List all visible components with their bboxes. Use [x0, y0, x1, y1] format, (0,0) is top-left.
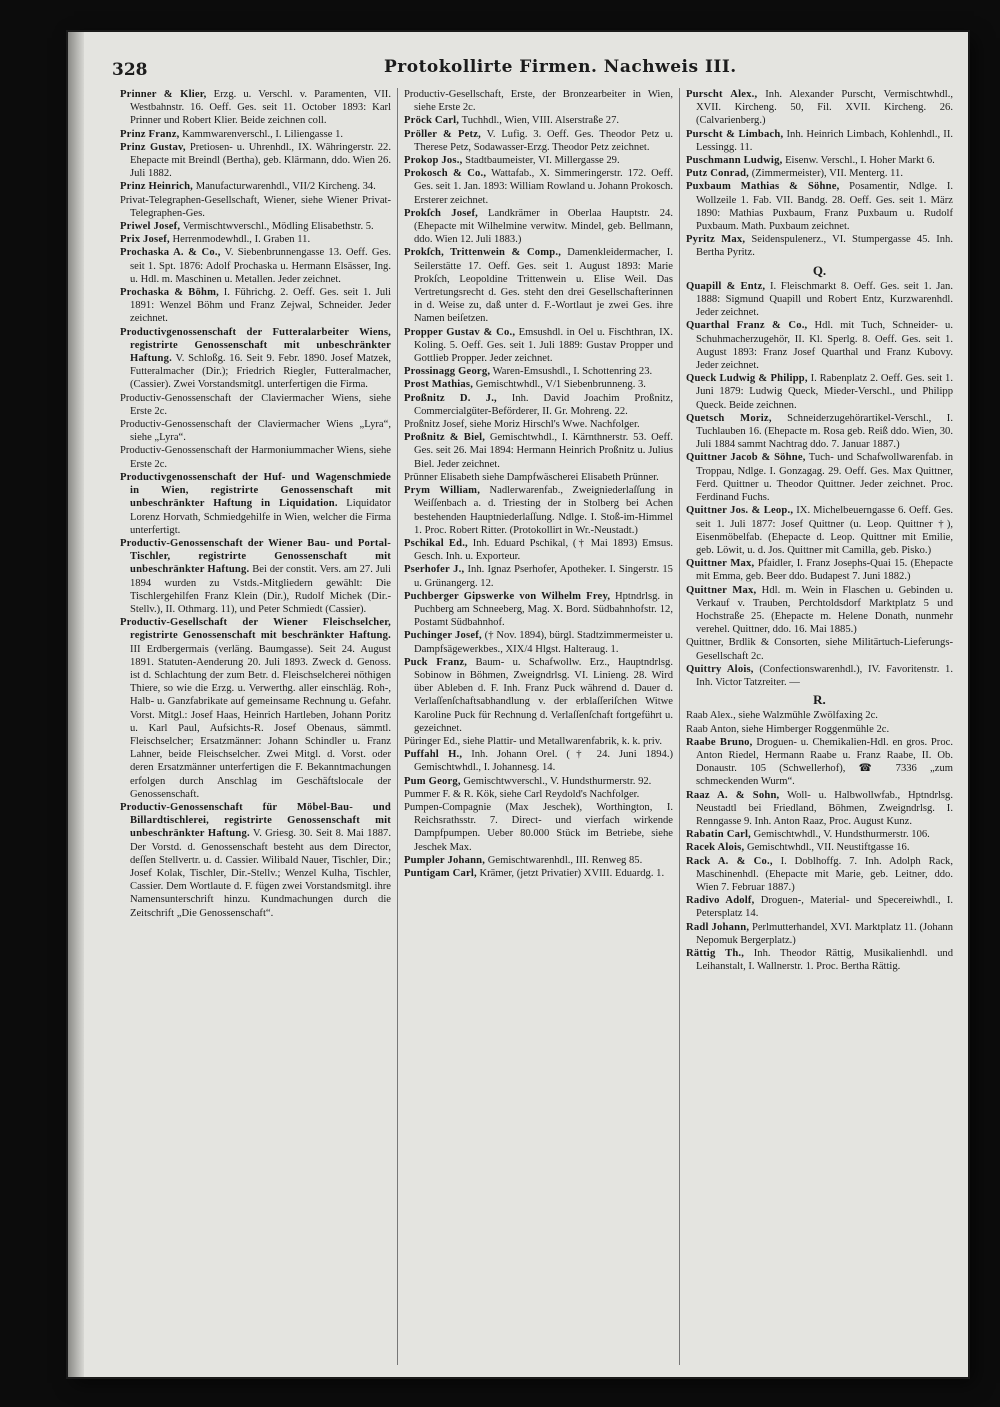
directory-entry [686, 584, 953, 637]
firm-details: Baum- u. Schafwollw. Erz., Hauptndrlsg. Sobinow in Böhmen, Zweigndrlsg. VI. Linieng. 28. Wird über Ableben d. F. Inh. Franz Puck während d. Dauer d. Verlaſſenſchaftsabhandlung v. der erblaſſeriſchen Witwe Karoline Puck für Rechnung d. Verlaſſenſchaft fortgeführt u. gezeichnet. [414, 656, 673, 734]
firm-name: Productiv-Gesellschaft der Wiener Fleischselcher, registrirte Genossenschaft mit beschränkter Haftung. [120, 617, 391, 642]
firm-details: Gemischtwhdl., V/1 Siebenbrunneng. 3. [475, 379, 646, 391]
firm-details: Privat-Telegraphen-Gesellschaft, Wiener, siehe Wiener Privat-Telegraphen-Ges. [120, 194, 391, 219]
directory-entry [120, 88, 391, 128]
letter-heading: Q. [812, 262, 827, 278]
directory-entry [686, 723, 953, 736]
directory-entry [404, 775, 673, 788]
firm-name: Productiv-Genossenschaft der Wiener Bau- und Portal-Tischler, registrirte Genossenschaft mit unbeschränkter Haftung. [120, 537, 391, 576]
firm-details: I. Doblhoffg. 7. Inh. Adolph Rack, Maschinenhdl. (Ehepacte mit Marie, geb. Leitner, ddo. Wien 7. Februar 1887.) [696, 855, 953, 893]
firm-details: Hdl. mit Tuch, Schneider- u. Schuhmacherzugehör, II. Kl. Sperlg. 8. Oeff. Ges. seit 1. August 1893: Franz Josef Quarthal und Franz Kubovy. Jeder zeichnet. [696, 320, 953, 372]
firm-name: Puchberger Gipswerke von Wilhelm Frey, [404, 590, 611, 602]
firm-details: Gemischtwarenhdl., III. Renweg 85. [487, 854, 643, 866]
firm-name: Purscht Alex., [686, 89, 758, 100]
directory-entry [404, 563, 673, 589]
firm-name: Puchinger Josef, [404, 630, 482, 642]
directory-entry [686, 855, 953, 895]
firm-name: Raaz A. & Sohn, [686, 789, 780, 801]
firm-name: Prinz Franz, [120, 128, 180, 140]
firm-name: Puffahl H., [404, 749, 463, 761]
firm-name: Quittry Alois, [686, 663, 754, 675]
firm-details: Pummer F. & R. Kök, siehe Carl Reydold's Nachfolger. [404, 788, 640, 800]
directory-entry [120, 801, 391, 920]
firm-details: Eisenw. Verschl., I. Hoher Markt 6. [785, 155, 935, 167]
directory-entry [404, 537, 673, 563]
directory-entry [686, 233, 953, 259]
firm-details: Gemischtwhdl., V. Hundsthurmerstr. 106. [753, 829, 930, 841]
firm-details: Droguen- u. Chemikalien-Hdl. en gros. Proc. Anton Riedel, Hermann Raabe u. Franz Raabe, II. Ob. Donaustr. 105 (Schwellerhof), ☎ 7336 „zum schmeckenden Wurm“. [696, 736, 953, 788]
firm-details: Gemischtwhdl., VII. Neustiftgasse 16. [746, 842, 910, 854]
directory-entry [120, 141, 391, 181]
firm-name: Priwel Josef, [120, 221, 181, 233]
firm-details: Seidenspulenerz., VI. Stumpergasse 45. Inh. Bertha Pyritz. [696, 234, 953, 259]
firm-details: Herrenmodewhdl., I. Graben 11. [172, 234, 311, 246]
firm-details: Gemischtwverschl., V. Hundsthurmerstr. 92. [463, 775, 652, 787]
column-left [114, 88, 397, 1365]
firm-name: Puschmann Ludwig, [686, 155, 783, 167]
directory-page [68, 32, 968, 1377]
directory-entry [404, 207, 673, 247]
firm-details: Landkrämer in Oberlaa Hauptstr. 24. (Ehepacte mit Wilhelmine verwitw. Mindel, geb. Bellmann, ddo. Wien 12. Juli 1883.) [414, 207, 673, 246]
directory-entry [686, 947, 953, 973]
firm-name: Raabe Bruno, [686, 736, 753, 748]
firm-details: Liquidator Lorenz Horvath, Schmiedgehilfe in Wien, welcher die Firma unterfertigt. [130, 498, 391, 536]
directory-entry [686, 921, 953, 947]
firm-details: Pfaidler, I. Franz Josephs-Quai 15. (Ehepacte mit Emma, geb. Beer ddo. Budapest 7. Juni 1882.) [696, 558, 953, 583]
directory-entry [404, 590, 673, 630]
firm-details: Nadlerwarenfab., Zweigniederlaſſung in Weiſſenbach a. d. Triesting der in Stolberg bei Achen bestehenden Hauptniederlaſſung. Ndlge. I. Stoß-im-Himmel 1. Proc. Robert Ritter. (Protokollirt in Wr.-Neustadt.) [414, 485, 673, 536]
firm-name: Proßnitz & Biel, [404, 432, 486, 444]
firm-name: Putz Conrad, [686, 168, 750, 180]
firm-details: Püringer Ed., siehe Plattir- und Metallwarenfabrik, k. k. priv. [404, 735, 662, 747]
firm-name: Prochaska A. & Co., [120, 247, 221, 259]
directory-entry [686, 504, 953, 557]
firm-details: Hptndrlsg. in Puchberg am Schneeberg, Mag. X. Bord. Südbahnhofstr. 12, Postamt Südbahnhof. [414, 590, 674, 629]
firm-details: († Nov. 1894), bürgl. Stadtzimmermeister u. Dampfsägewerkbes., XIX/4 Hlgst. Halteraug. 1. [414, 630, 673, 655]
directory-entry [404, 114, 673, 127]
directory-entry [120, 194, 391, 220]
firm-details: Raab Alex., siehe Walzmühle Zwölfaxing 2c. [686, 710, 878, 722]
firm-details: Inh. Ignaz Pserhofer, Apotheker. I. Singerstr. 15 u. Grünangerg. 12. [414, 564, 673, 589]
directory-entry [404, 88, 673, 114]
firm-details: V. Griesg. 30. Seit 8. Mai 1887. Der Vorstd. d. Genossenschaft besteht aus dem Director, deſſen Stellvertr. u. d. Cassier. Wilibald Nauer, Tischler, Dir.; Josef Kolak, Tischler, Dir.-Stellv.; Wenzel Kulha, Tischler, Cassier. Dem Wortlaute d. F. fügen zwei Vorstandsmitgl. ihre Namensunterschrift hinzu. Kundmachungen durch die Zeitschrift „Die Genossenschaft“. [130, 828, 391, 919]
firm-details: V. Schloßg. 16. Seit 9. Febr. 1890. Josef Matzek, Futteralmacher (Dir.); Friedrich Riegler, Futteralmacher, (Cassier). Zwei Vorstandsmitgl. unterfertigen die Firma. [130, 353, 391, 391]
directory-entry [686, 828, 953, 841]
firm-name: Prossinagg Georg, [404, 366, 491, 378]
directory-entry [404, 735, 673, 748]
firm-details: Prünner Elisabeth siehe Dampfwäscherei Elisabeth Prünner. [404, 471, 659, 483]
firm-name: Productiv-Genossenschaft für Möbel-Bau- und Billardtischlerei, registrirte Genossenschaft mit unbeschränkter Haftung. [120, 801, 391, 840]
firm-name: Pumpler Johann, [404, 854, 486, 866]
directory-entry [404, 365, 673, 378]
directory-entry [686, 636, 953, 662]
firm-details: Inh. Heinrich Limbach, Kohlenhdl., II. Lessingg. 11. [696, 128, 954, 153]
directory-entry [404, 378, 673, 391]
firm-details: Erzg. u. Verschl. v. Paramenten, VII. Westbahnstr. 16. Oeff. Ges. seit 11. October 1893: Karl Prinner und Robert Klier. Beide zeichnen coll. [130, 89, 391, 127]
firm-details: Manufacturwarenhdl., VII/2 Kircheng. 34. [195, 181, 376, 193]
firm-details: Emsushdl. in Oel u. Fischthran, IX. Koling. 5. Oeff. Ges. seit 1. Juli 1889: Gustav Propper und Gottlieb Propper. Jeder zeichnet. [414, 326, 673, 365]
firm-details: Tuchhdl., Wien, VIII. Alserstraße 27. [461, 115, 620, 127]
page-gutter-shadow [68, 32, 84, 1377]
firm-name: Purscht & Limbach, [686, 128, 784, 140]
firm-name: Radl Johann, [686, 921, 750, 933]
firm-name: Puntigam Carl, [404, 867, 477, 879]
firm-details: Perlmutterhandel, XVI. Marktplatz 11. (Johann Nepomuk Bergerplatz.) [696, 921, 953, 946]
directory-entry [404, 471, 673, 484]
directory-entry [120, 180, 391, 193]
firm-details: Stadtbaumeister, VI. Millergasse 29. [465, 155, 620, 167]
firm-name: Prinner & Klier, [120, 89, 207, 100]
directory-entry [120, 246, 391, 286]
directory-entry [686, 451, 953, 504]
directory-entry [686, 736, 953, 789]
column-right [679, 88, 959, 1365]
directory-entry [404, 629, 673, 655]
firm-details: V. Lufig. 3. Oeff. Ges. Theodor Petz u. Therese Petz, Sodawasser-Erzg. Theodor Petz zeichnet. [414, 128, 673, 153]
firm-details: Inh. Theodor Rättig, Musikalienhdl. und Leihanstalt, I. Wallnerstr. 1. Proc. Bertha Rättig. [696, 948, 953, 973]
firm-details: Inh. Eduard Pschikal, († Mai 1893) Emsus. Gesch. Inh. u. Exporteur. [414, 537, 673, 563]
directory-entry [120, 392, 391, 418]
firm-name: Racek Alois, [686, 842, 745, 854]
directory-entry [686, 894, 953, 920]
firm-name: Queck Ludwig & Philipp, [686, 373, 808, 385]
firm-details: I. Fleischmarkt 8. Oeff. Ges. seit 1. Jan. 1888: Sigmund Quapill und Robert Entz, Kurzwarenhdl. Jeder zeichnet. [696, 280, 953, 319]
directory-entry [404, 854, 673, 867]
text-columns [114, 88, 958, 1365]
firm-details: Hdl. m. Wein in Flaschen u. Gebinden u. Verkauf v. Trauben, Perchtoldsdorf Marktplatz 5 und Hochstraße 25. (Ehepacte m. Helene Donath, nunmehr verehel. Quittner, ddo. 16. Mai 1885.) [696, 584, 953, 636]
firm-details: Raab Anton, siehe Himberger Roggenmühle 2c. [686, 723, 890, 735]
directory-entry [404, 128, 673, 154]
firm-details: Tuch- und Schafwollwarenfab. in Troppau, Ndlge. I. Gonzagag. 29. Oeff. Ges. Max Quittner, Ferd. Quittner u. Theodor Quittner. Jeder zeichnet. Proc. Ferdinand Fuchs. [696, 452, 953, 504]
firm-details: Inh. David Joachim Proßnitz, Commercialgüter-Beförderer, II. Gr. Mohreng. 22. [414, 392, 673, 417]
firm-name: Prym William, [404, 485, 481, 497]
firm-details: Bei der constit. Vers. am 27. Juli 1894 wurden zu Vstds.-Mitgliedern gewählt: Die Tischlergehilfen Franz Klein (Dir.), Rudolf Michek (Dir.-Stellv.), II. Othmarg. 11), und Peter Schmiedt (Cassier). [130, 564, 391, 615]
firm-name: Quittner Max, [686, 558, 755, 570]
firm-name: Quarthal Franz & Co., [686, 320, 808, 332]
firm-details: Gemischtwhdl., I. Kärnthnerstr. 53. Oeff. Ges. seit 26. Mai 1894: Hermann Heinrich Proßnitz u. Julius Biel. Jeder zeichnet. [414, 432, 673, 470]
firm-name: Prochaska & Böhm, [120, 287, 219, 299]
firm-details: Krämer, (jetzt Privatier) XVIII. Eduardg. 1. [479, 867, 665, 879]
directory-entry [686, 128, 953, 154]
firm-name: Pum Georg, [404, 775, 461, 787]
firm-details: III Erdbergermais (verläng. Baumgasse). Seit 24. August 1891. Statuten-Aenderung 20. Juli 1893. Zweck d. Genoss. ist d. Schlachtung der zum Betr. d. Fleischselcherei nöthigen Thiere, so wie die Erzg. u. Verwerthg. aller einschläg. Roh-, Halb- u. Ganzfabrikate auf gemeinsame Rechnung u. Gefahr. Vorst. Mitgl.: Josef Haas, Heinrich Hartleben, Johann Poritz u. Karl Paul, Aufsichts-R. Josef Obenaus, sämmtl. Fleischselcher; Ersatzmänner: Johann Schindler u. Franz Lahner, beide Fleischselcher. Zwei Mitgl. d. Vorst. oder deren Ersatzmänner unterfertigen die F. Bekanntmachungen erfolgen durch Anschlag im Geschäftslocale der Genossenschaft. [130, 643, 391, 800]
firm-details: Kammwarenverschl., I. Liliengasse 1. [182, 128, 344, 140]
firm-name: Quetsch Moriz, [686, 412, 772, 424]
directory-entry [686, 167, 953, 180]
firm-name: Pröck Carl, [404, 115, 460, 127]
firm-name: Productivgenossenschaft der Futteralarbeiter Wiens, registrirte Genossenschaft mit unbeschränkter Haftung. [120, 326, 391, 365]
firm-name: Quittner Jacob & Söhne, [686, 452, 806, 464]
firm-details: Posamentir, Ndlge. I. Wollzeile 1. Fab. VII. Bandg. 28. Oeff. Ges. seit 1. März 1890: Mathias Puxbaum, Franz Puxbaum u. Rudolf Puxbaum. Math. Puxbaum zeichnet. [696, 181, 953, 233]
directory-entry [686, 709, 953, 722]
page-number: 328 [112, 60, 148, 80]
firm-name: Rack A. & Co., [686, 855, 773, 867]
firm-name: Prinz Heinrich, [120, 181, 194, 193]
directory-entry [120, 128, 391, 141]
directory-entry [686, 154, 953, 167]
directory-entry [404, 418, 673, 431]
firm-name: Prokosch & Co., [404, 168, 487, 180]
firm-name: Productivgenossenschaft der Huf- und Wagenschmiede in Wien, registrirte Genossenschaft mit unbeschränkter Haftung in Liquidation. [120, 471, 391, 510]
firm-name: Puxbaum Mathias & Söhne, [686, 181, 840, 193]
firm-details: V. Siebenbrunnengasse 13. Oeff. Ges. seit 1. Spt. 1876: Adolf Prochaska u. Hermann Elsässer, Ing. u. Hdl. m. Maschinen u. Metallen. Jeder zeichnet. [130, 247, 391, 285]
directory-entry [686, 180, 953, 233]
firm-details: Inh. Alexander Purscht, Vermischtwhdl., XVII. Kircheng. 50, Fil. XVII. Kircheng. 26. (Calvarienberg.) [696, 89, 953, 127]
firm-name: Quittner Max, [686, 584, 757, 596]
directory-entry [120, 326, 391, 392]
firm-name: Propper Gustav & Co., [404, 326, 516, 338]
directory-entry [404, 484, 673, 537]
firm-details: Productiv-Genossenschaft der Claviermacher Wiens „Lyra“, siehe „Lyra“. [120, 419, 391, 444]
firm-details: Wattafab., X. Simmeringerstr. 172. Oeff. Ges. seit 1. Jan. 1893: William Rowland u. Johann Prokosch. Ersterer zeichnet. [414, 168, 673, 206]
firm-details: Productiv-Genossenschaft der Harmoniummacher Wiens, siehe Erste 2c. [120, 445, 391, 470]
firm-name: Pröller & Petz, [404, 128, 482, 140]
firm-name: Prokſch Josef, [404, 207, 479, 219]
directory-entry [404, 431, 673, 471]
firm-details: I. Führichg. 2. Oeff. Ges. seit 1. Juli 1891: Wenzel Böhm und Franz Zejwal, Schneider. Jeder zeichnet. [130, 287, 391, 325]
firm-name: Pyritz Max, [686, 234, 746, 246]
directory-entry [686, 319, 953, 372]
firm-name: Quapill & Entz, [686, 280, 766, 292]
directory-entry [686, 280, 953, 320]
directory-entry [120, 444, 391, 470]
directory-entry [120, 616, 391, 801]
firm-name: Pserhofer J., [404, 564, 465, 576]
directory-entry [404, 788, 673, 801]
directory-entry [686, 557, 953, 583]
firm-details: Pumpen-Compagnie (Max Jeschek), Worthington, I. Reichsrathsstr. 7. Direct- und vierfach wirkende Dampfpumpen. Ueber 80.000 Stück im Betriebe, siehe Jeschek Max. [404, 801, 673, 853]
firm-details: Schneiderzugehörartikel-Verschl., I. Tuchlauben 16. (Ehepacte m. Rosa geb. Reiß ddo. Wien, 30. Juli 1884 sammt Nachtrag ddo. 7. Januar 1887.) [696, 412, 953, 451]
directory-entry [404, 326, 673, 366]
firm-details: (Zimmermeister), VII. Menterg. 11. [751, 168, 903, 180]
directory-entry [404, 154, 673, 167]
directory-entry [404, 392, 673, 418]
directory-entry [120, 220, 391, 233]
directory-entry [404, 656, 673, 735]
directory-entry [120, 471, 391, 537]
directory-entry [404, 167, 673, 207]
firm-name: Proßnitz D. J., [404, 392, 497, 404]
directory-entry [404, 867, 673, 880]
directory-entry [686, 663, 953, 689]
firm-name: Quittner Jos. & Leop., [686, 505, 794, 517]
firm-name: Rabatin Carl, [686, 829, 751, 841]
firm-details: I. Rabenplatz 2. Oeff. Ges. seit 1. Juni 1879: Ludwig Queck, Mieder-Verschl., und Philipp Queck. Beide zeichnen. [696, 373, 954, 411]
firm-details: Vermischtwverschl., Mödling Elisabethstr. 5. [182, 221, 374, 233]
firm-name: Rättig Th., [686, 948, 745, 959]
firm-details: Proßnitz Josef, siehe Moriz Hirschl's Wwe. Nachfolger. [404, 419, 640, 431]
directory-entry [686, 841, 953, 854]
directory-entry [404, 801, 673, 854]
firm-details: Pretiosen- u. Uhrenhdl., IX. Währingerstr. 22. Ehepacte mit Breindl (Bertha), geb. Klärmann, ddo. Wien 26. Juli 1882. [130, 141, 391, 180]
firm-details: Inh. Johann Orel. († 24. Juni 1894.) Gemischtwhdl., I. Johannesg. 14. [414, 749, 673, 774]
directory-entry [686, 88, 953, 128]
directory-entry [404, 748, 673, 774]
firm-details: IX. Michelbeuerngasse 6. Oeff. Ges. seit 1. Juli 1877: Josef Quittner (u. Leop. Quittner †), Eisenmöbelfab. (Ehepacte d. Leop. Quittner mit Emilie, geb. Löwit, u. d. Jos. Quittner mit Camilla, geb. Pisko.) [696, 505, 953, 556]
firm-details: Quittner, Brdlik & Consorten, siehe Militärtuch-Lieferungs-Gesellschaft 2c. [686, 637, 953, 662]
firm-name: Prix Josef, [120, 234, 170, 246]
letter-heading: R. [813, 692, 826, 708]
directory-entry [686, 789, 953, 829]
firm-details: Productiv-Genossenschaft der Claviermacher Wiens, siehe Erste 2c. [120, 392, 391, 417]
firm-details: Droguen-, Material- und Specereiwhdl., I. Petersplatz 14. [696, 895, 953, 920]
column-middle [397, 88, 679, 1365]
page-header-title: Protokollirte Firmen. Nachweis III. [384, 57, 737, 77]
firm-name: Puck Franz, [404, 656, 468, 668]
firm-details: Productiv-Gesellschaft, Erste, der Bronzearbeiter in Wien, siehe Erste 2c. [404, 89, 673, 114]
firm-details: Woll- u. Halbwollwfab., Hptndrlsg. Neustadtl bei Friedland, Böhmen, Zweigndrlsg. I. Renngasse 9. Inh. Anton Raaz, Proc. August Kunz. [696, 789, 953, 827]
directory-entry [120, 537, 391, 616]
directory-entry [686, 412, 953, 452]
directory-entry [120, 286, 391, 326]
firm-name: Prokſch, Trittenwein & Comp., [404, 247, 562, 259]
directory-entry [120, 233, 391, 246]
firm-name: Radivo Adolf, [686, 895, 755, 907]
directory-entry [686, 372, 953, 412]
firm-details: Waren-Emsushdl., I. Schottenring 23. [492, 366, 653, 378]
firm-details: (Confectionswarenhdl.), IV. Favoritenstr. 1. Inh. Victor Tatzreiter. — [696, 663, 953, 688]
firm-name: Pschikal Ed., [404, 537, 468, 549]
firm-details: Damenkleidermacher, I. Seilerstätte 17. Oeff. Ges. seit 1. August 1893: Marie Prokſch, Leopoldine Trittenwein u. Elise Weil. Das Vertretungsrecht d. Ges. steht den drei Gesellschafterinnen in d. Weise zu, daß unter d. F.-Wortlaut je zwei Ges. ihre Namen beiſetzen. [414, 247, 673, 325]
directory-entry [120, 418, 391, 444]
directory-entry [404, 246, 673, 325]
firm-name: Prost Mathias, [404, 379, 474, 391]
firm-name: Prinz Gustav, [120, 141, 186, 153]
firm-name: Prokop Jos., [404, 155, 463, 167]
